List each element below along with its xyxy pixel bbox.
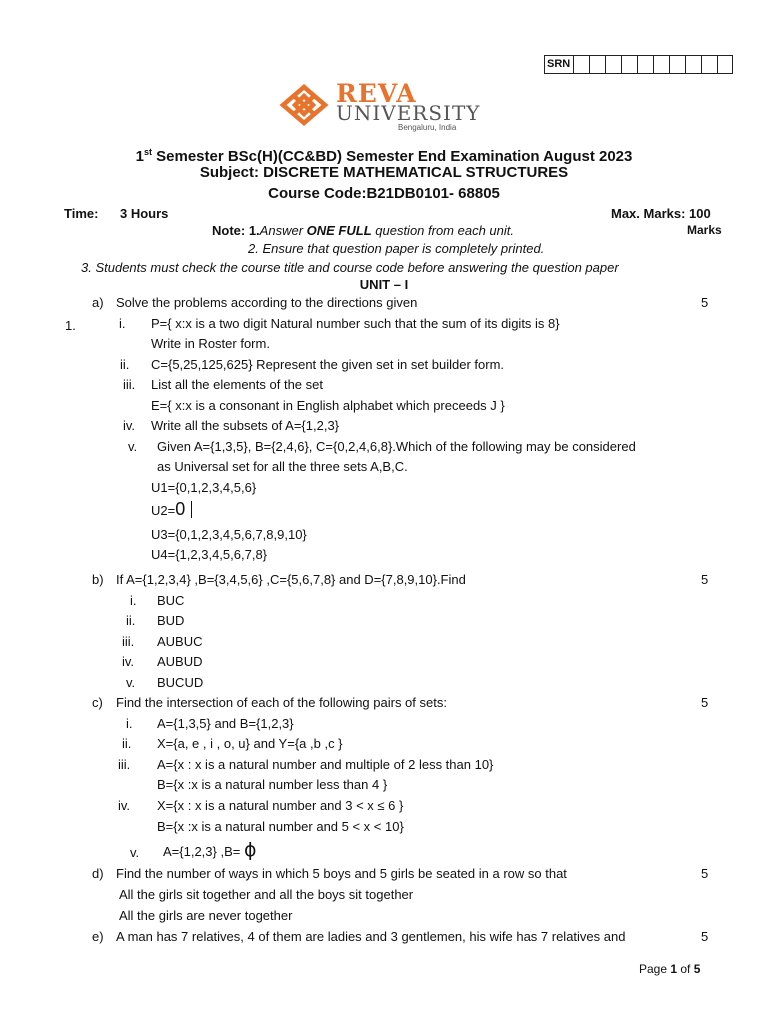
srn-cell [702,56,718,73]
qa-u4: U4={1,2,3,4,5,6,7,8} [151,547,268,562]
knot-emblem-icon [278,84,330,126]
srn-cell [622,56,638,73]
qa-iii-line1: List all the elements of the set [151,377,323,392]
qe-marks: 5 [701,929,709,944]
qb-marks: 5 [701,572,709,587]
qc-iii-line1: A={x : x is a natural number and multiple of 2 less than 10} [157,757,494,772]
qa-iv-line1: Write all the subsets of A={1,2,3} [151,418,340,433]
qa-marks: 5 [701,295,709,310]
srn-cell [590,56,606,73]
qa-i-num: i. [119,316,126,331]
srn-box [544,55,733,74]
qc-text: Find the intersection of each of the following pairs of sets: [116,695,447,710]
qa-i-line2: Write in Roster form. [151,336,270,351]
qb-item-num: ii. [126,613,136,628]
qc-v-num: v. [130,845,140,860]
qc-iii-num: iii. [118,757,131,772]
logo-subname: UNIVERSITY [336,101,481,125]
qc-iii-line2: B={x :x is a natural number less than 4 } [157,777,388,792]
qb-item-num: iii. [122,634,135,649]
qc-ii-num: ii. [122,736,132,751]
exam-title: 1st Semester BSc(H)(CC&BD) Semester End Examination August 2023 [135,147,633,165]
note-3: 3. Students must check the course title and course code before answering the question paper [81,260,619,275]
srn-label: SRN [545,56,574,73]
qa-u2: U2=0 [151,501,192,519]
srn-cell [638,56,654,73]
logo-city: Bengaluru, India [398,123,457,132]
qa-iii-num: iii. [123,377,136,392]
question-number: 1. [65,318,76,333]
qb-item-num: v. [126,675,136,690]
qa-v-num: v. [128,439,138,454]
qa-ii-num: ii. [120,357,130,372]
qc-iv-line2: B={x :x is a natural number and 5 < x < 10} [157,819,404,834]
qa-label: a) [92,295,104,310]
srn-cell [654,56,670,73]
srn-cell [670,56,686,73]
qa-text: Solve the problems according to the directions given [116,295,418,310]
unit-heading: UNIT – I [359,277,409,292]
time-label: Time: [64,206,99,221]
qb-label: b) [92,572,104,587]
qb-item-num: i. [130,593,137,608]
marks-column-header: Marks [687,223,722,237]
qc-marks: 5 [701,695,709,710]
qc-v-line1: A={1,2,3} ,B= ϕ [163,839,257,861]
qd-text: Find the number of ways in which 5 boys and 5 girls be seated in a row so that [116,866,567,881]
logo-name: REVA [336,79,417,108]
qc-label: c) [92,695,103,710]
qb-item-num: iv. [122,654,135,669]
qa-v-line2: as Universal set for all the three sets A,B,C. [157,459,408,474]
qb-text: If A={1,2,3,4} ,B={3,4,5,6} ,C={5,6,7,8} and D={7,8,9,10}.Find [116,572,466,587]
srn-cell [686,56,702,73]
qc-i-num: i. [126,716,133,731]
qc-iv-line1: X={x : x is a natural number and 3 < x ≤ 6 } [157,798,404,813]
qa-u3: U3={0,1,2,3,4,5,6,7,8,9,10} [151,527,307,542]
qc-i-line1: A={1,3,5} and B={1,2,3} [157,716,294,731]
qa-i-line1: P={ x:x is a two digit Natural number such that the sum of its digits is 8} [151,316,560,331]
qb-item-text: BUC [157,593,185,608]
qa-v-line1: Given A={1,3,5}, B={2,4,6}, C={0,2,4,6,8}.Which of the following may be considered [157,439,636,454]
qb-item-text: AUBUC [157,634,203,649]
srn-cell [718,56,732,73]
qa-iii-line2: E={ x:x is a consonant in English alphabet which preceeds J } [151,398,505,413]
qa-u1: U1={0,1,2,3,4,5,6} [151,480,257,495]
qb-item-text: BUD [157,613,185,628]
qb-item-text: BUCUD [157,675,204,690]
qe-text: A man has 7 relatives, 4 of them are ladies and 3 gentlemen, his wife has 7 relatives and [116,929,626,944]
time-value: 3 Hours [120,206,169,221]
text-cursor [191,501,192,518]
qd-line3: All the girls are never together [119,908,293,923]
reva-university-logo [278,80,490,136]
max-marks: Max. Marks: 100 [611,206,711,221]
qa-ii-line1: C={5,25,125,625} Represent the given set in set builder form. [151,357,505,372]
qc-iv-num: iv. [118,798,131,813]
qe-label: e) [92,929,104,944]
course-code: Course Code:B21DB0101- 68805 [268,185,500,202]
qc-ii-line1: X={a, e , i , o, u} and Y={a ,b ,c } [157,736,343,751]
srn-cell [574,56,590,73]
note-1: Note: 1.Answer ONE FULL question from each unit. [212,223,514,238]
qd-line2: All the girls sit together and all the boys sit together [119,887,414,902]
qd-marks: 5 [701,866,709,881]
srn-cell [606,56,622,73]
qa-iv-num: iv. [123,418,136,433]
subject-title: Subject: DISCRETE MATHEMATICAL STRUCTURES [199,164,569,181]
page-indicator: Page 1 of 5 [639,962,701,976]
qb-item-text: AUBUD [157,654,203,669]
qd-label: d) [92,866,104,881]
note-2: 2. Ensure that question paper is completely printed. [248,241,545,256]
